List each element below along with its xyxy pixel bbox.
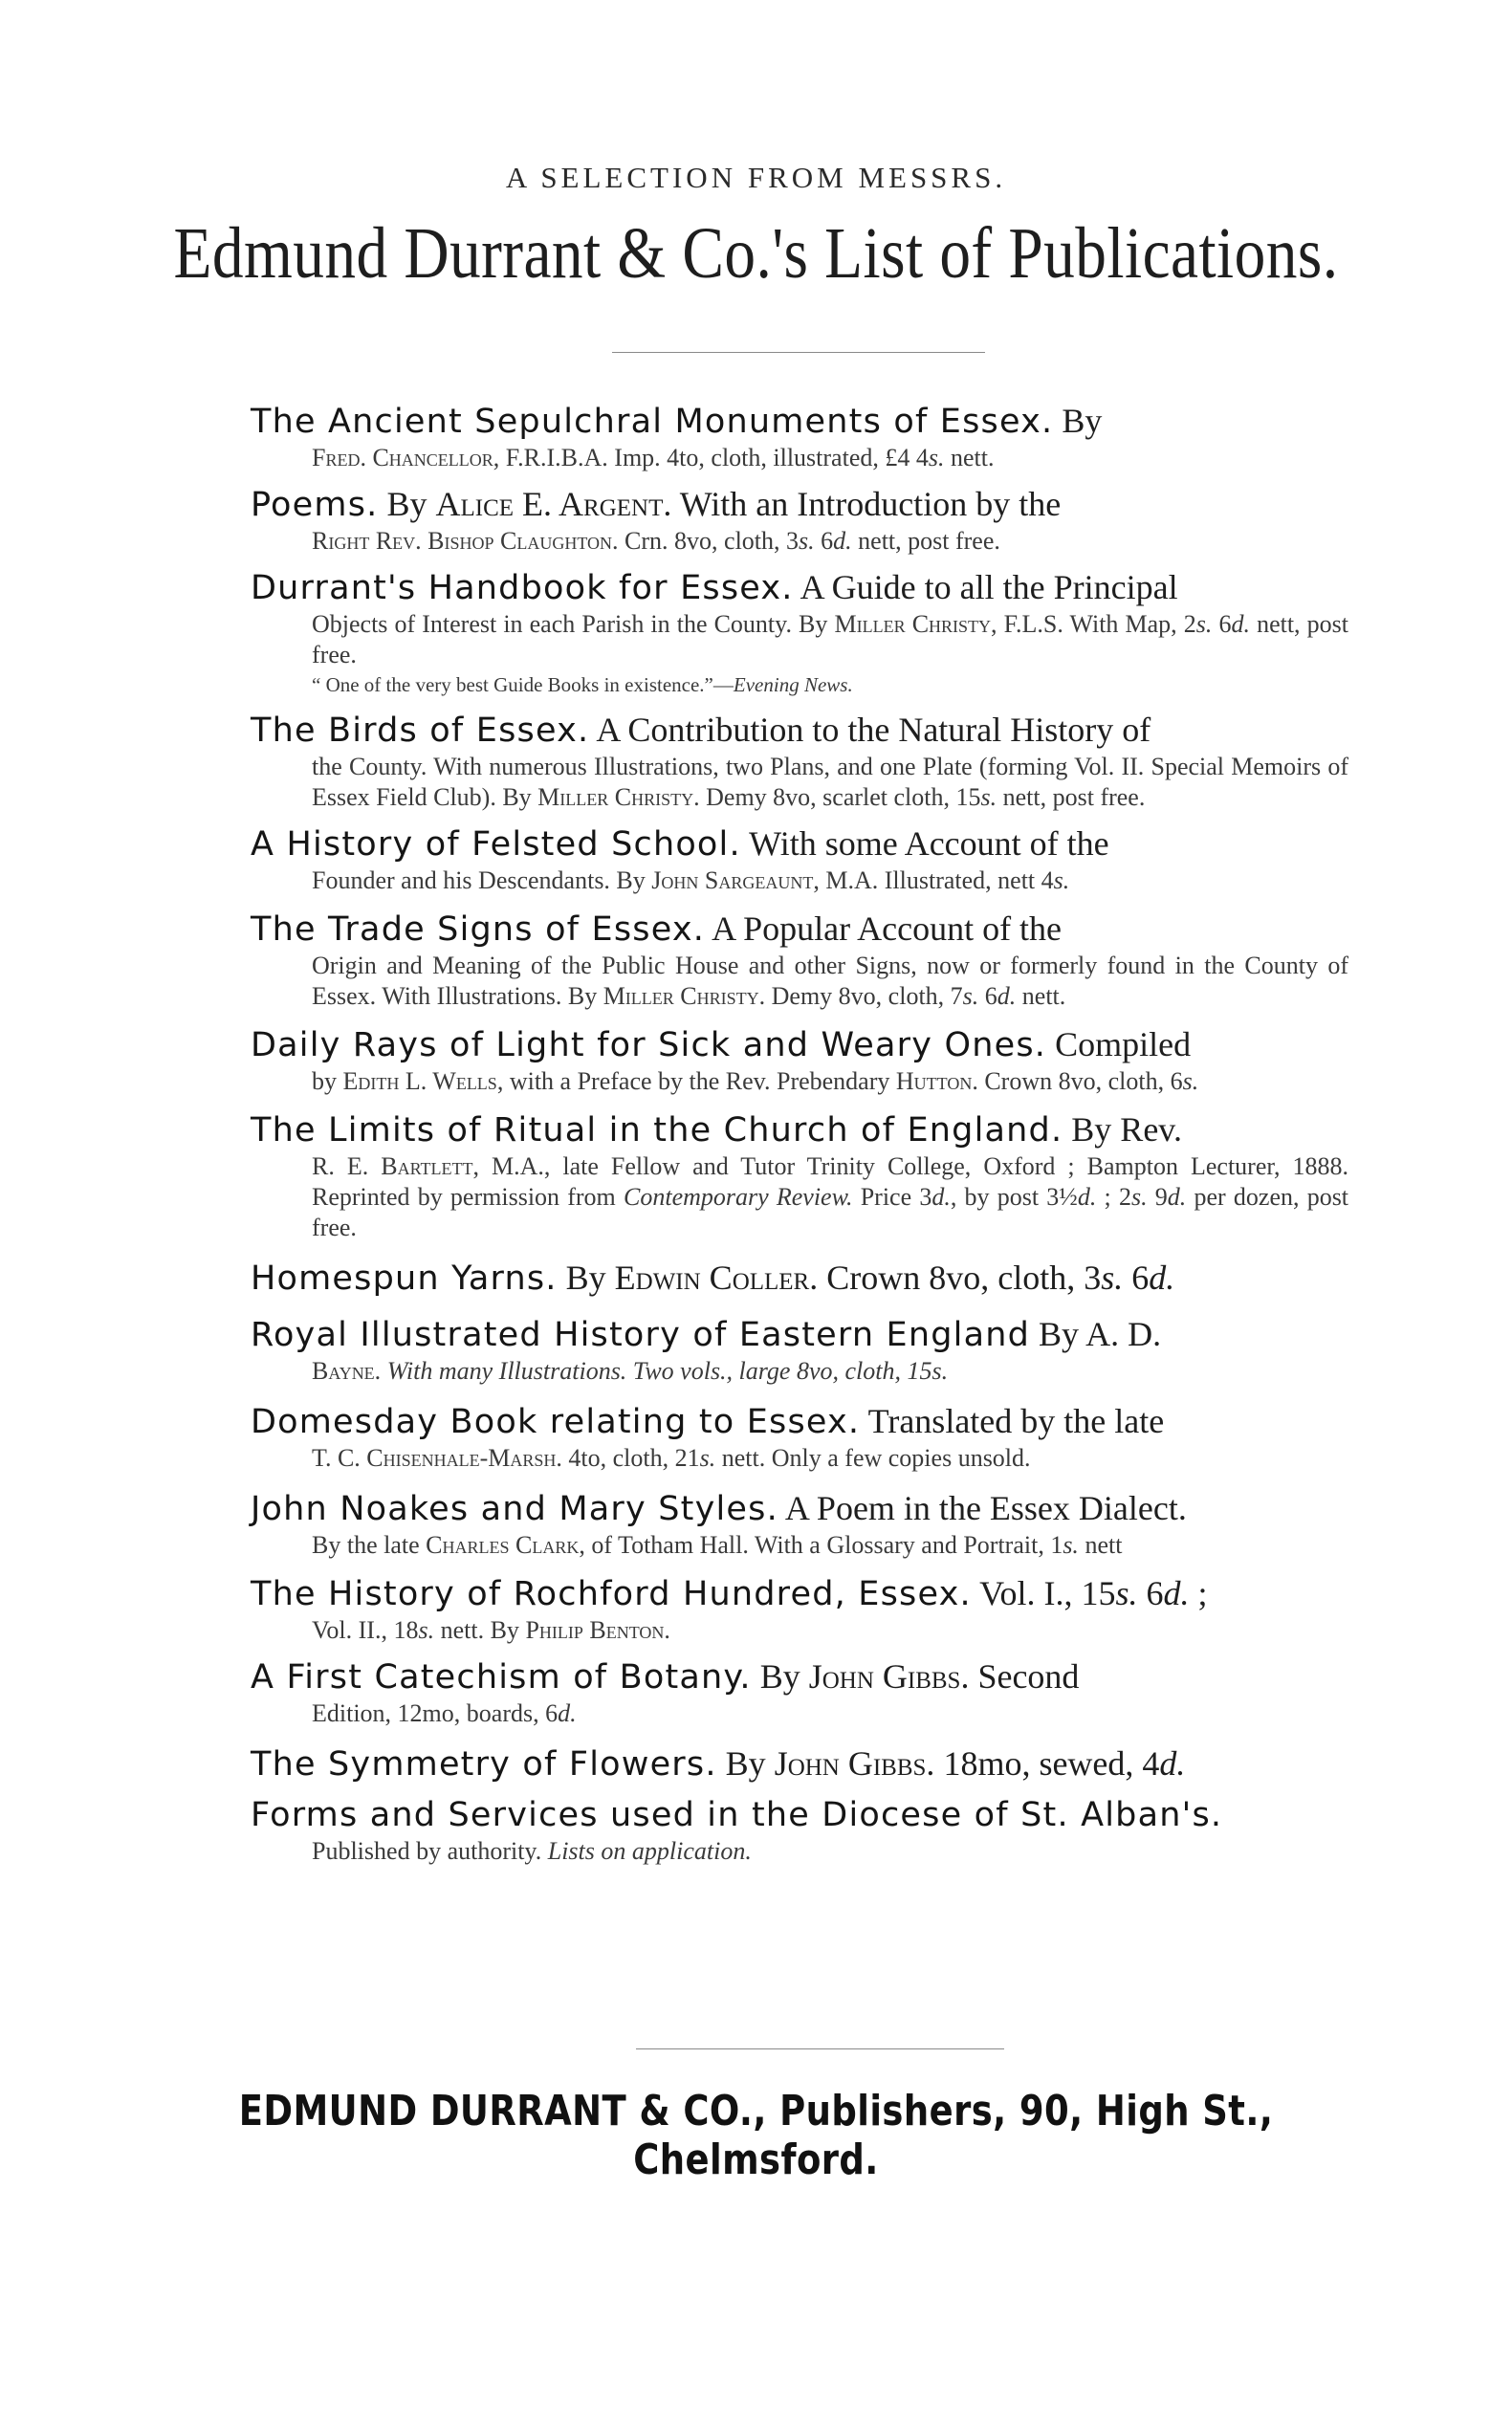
title-line-text: s. xyxy=(1115,1574,1138,1612)
entry-first-line xyxy=(251,1572,1348,1615)
publication-title: Daily Rays of Light for Sick and Weary Ones. xyxy=(251,1026,1047,1064)
details-text: 9 xyxy=(1147,1183,1168,1211)
publication-details xyxy=(251,865,1348,896)
title-line-text: By xyxy=(716,1744,775,1783)
details-text: Crn. 8vo, cloth, 3 xyxy=(618,527,800,555)
title-line-text: A Poem in the Essex Dialect. xyxy=(778,1489,1187,1527)
details-text: By the late xyxy=(312,1531,427,1559)
publication-details xyxy=(251,1443,1348,1474)
title-line-text: A Guide to all the Principal xyxy=(793,568,1178,606)
publication-entry xyxy=(251,1023,1348,1097)
details-text: Contemporary Review. xyxy=(624,1183,853,1211)
details-text: Demy 8vo, cloth, 7 xyxy=(765,982,963,1010)
publication-details xyxy=(251,752,1348,813)
details-text: nett. Only a few copies unsold. xyxy=(715,1444,1031,1472)
details-text: Published by authority. xyxy=(312,1837,548,1865)
details-text: nett. By xyxy=(434,1616,526,1644)
details-text: s. xyxy=(418,1616,435,1644)
details-text: nett, post free. xyxy=(312,610,1348,668)
title-line-text: Vol. I., 15 xyxy=(971,1574,1116,1612)
title-line-text: ; xyxy=(1189,1574,1208,1612)
details-text: 6 xyxy=(814,527,834,555)
details-text: Miller Christy. xyxy=(537,783,700,811)
review-quote xyxy=(251,670,1348,699)
details-text: Price 3 xyxy=(852,1183,932,1211)
details-text: Fred. Chancellor, F.R.I.B.A. xyxy=(312,444,608,471)
details-text: s. xyxy=(1182,1067,1199,1095)
publication-entry xyxy=(251,1655,1348,1729)
details-text: John Sargeaunt, M.A. xyxy=(651,866,879,894)
title-line-text: By xyxy=(557,1259,615,1297)
quote-text: Evening News. xyxy=(733,673,853,696)
title-line-text: d. xyxy=(1149,1259,1175,1297)
details-text: Right Rev. Bishop Claughton. xyxy=(312,527,619,555)
details-text: ; 2 xyxy=(1096,1183,1131,1211)
details-text: d. xyxy=(833,527,852,555)
publication-details xyxy=(251,1356,1348,1387)
title-line-text: Alice E. Argent. xyxy=(435,485,672,523)
publication-entry xyxy=(251,709,1348,813)
details-text: d. xyxy=(931,1183,951,1211)
title-line-text: By xyxy=(751,1657,809,1696)
details-text: s. xyxy=(699,1444,716,1472)
selection-kicker: A SELECTION FROM MESSRS. xyxy=(505,161,1007,194)
entry-first-line xyxy=(251,483,1348,526)
title-line-text: Crown 8vo, cloth, 3 xyxy=(818,1259,1102,1297)
publication-title: A History of Felsted School. xyxy=(251,825,741,864)
publication-details xyxy=(251,609,1348,670)
details-text: s. xyxy=(1195,610,1213,638)
publication-details xyxy=(251,1530,1348,1561)
publication-details xyxy=(251,526,1348,557)
details-text: With many Illustrations. Two vols., large 8vo, cloth, 15s. xyxy=(386,1357,949,1385)
entry-first-line xyxy=(251,1023,1348,1066)
details-text: With Map, 2 xyxy=(1063,610,1196,638)
quote-text: “ One of the very best Guide Books in existence.”— xyxy=(312,673,734,696)
details-text: s. xyxy=(1130,1183,1148,1211)
details-text: d. xyxy=(1167,1183,1187,1211)
details-text: d. xyxy=(558,1699,577,1727)
publication-title: The Trade Signs of Essex. xyxy=(251,910,706,949)
title-line-text: Compiled xyxy=(1046,1025,1192,1063)
title-line-text: 6 xyxy=(1137,1574,1164,1612)
publication-entry xyxy=(251,1400,1348,1474)
details-text: late Fellow and Tutor Trinity College, Oxford ; Bampton Lecturer, 1888. Reprinted by permission from xyxy=(312,1152,1349,1211)
publication-title: Domesday Book relating to Essex. xyxy=(251,1403,861,1441)
publication-entry xyxy=(251,908,1348,1012)
details-text: Origin and Meaning of the Public House and other Signs, now or formerly found in the County of Essex. With Illustrations. By xyxy=(312,952,1348,1010)
title-line-text: 18mo, sewed, 4 xyxy=(934,1744,1160,1783)
details-text: 6 xyxy=(978,982,997,1010)
title-line-text: A Contribution to the Natural History of xyxy=(589,711,1151,749)
publication-title: The Ancient Sepulchral Monuments of Essex. xyxy=(251,403,1054,441)
page-title: Edmund Durrant & Co.'s List of Publications. xyxy=(173,213,1339,294)
publication-details xyxy=(251,1066,1348,1097)
details-text: nett, post free. xyxy=(851,527,1000,555)
publication-entry xyxy=(251,1313,1348,1387)
publication-title: Poems. xyxy=(251,486,379,524)
publication-entry xyxy=(251,483,1348,557)
title-line-text: s. xyxy=(1101,1259,1124,1297)
title-line-text: With an Introduction by the xyxy=(671,485,1062,523)
details-text: Miller Christy. xyxy=(603,982,766,1010)
details-text: Imp. 4to, cloth, illustrated, £4 4 xyxy=(607,444,929,471)
publication-title: Homespun Yarns. xyxy=(251,1259,558,1298)
publication-title: John Noakes and Mary Styles. xyxy=(251,1490,778,1528)
publication-details xyxy=(251,951,1348,1012)
details-text: nett. xyxy=(944,444,995,471)
publication-entry xyxy=(251,566,1348,699)
entry-first-line xyxy=(251,908,1348,951)
publication-entry xyxy=(251,1108,1348,1243)
publication-title: Durrant's Handbook for Essex. xyxy=(251,569,794,607)
publication-entry xyxy=(251,822,1348,896)
publication-entry xyxy=(251,1572,1348,1646)
details-text: s. xyxy=(928,444,945,471)
details-text: by xyxy=(312,1067,343,1095)
details-text: Edith L. Wells, xyxy=(342,1067,504,1095)
publication-title: The Symmetry of Flowers. xyxy=(251,1745,717,1784)
entry-first-line xyxy=(251,1400,1348,1443)
details-text: s. xyxy=(980,783,997,811)
publisher-imprint: EDMUND DURRANT & CO., Publishers, 90, High St., Chelmsford. xyxy=(238,2087,1274,2184)
entry-first-line xyxy=(251,1487,1348,1530)
details-text: of Totham Hall. With a Glossary and Portrait, 1 xyxy=(584,1531,1063,1559)
details-text: Charles Clark, xyxy=(426,1531,585,1559)
details-text: Vol. II., 18 xyxy=(312,1616,419,1644)
details-text: R. E. Bartlett, M.A., xyxy=(312,1152,551,1180)
entry-first-line xyxy=(251,566,1348,609)
publication-title: The Limits of Ritual in the Church of England. xyxy=(251,1111,1063,1150)
publication-entry xyxy=(251,1487,1348,1561)
details-text: s. xyxy=(1063,1531,1079,1559)
details-text: Miller Christy, F.L.S. xyxy=(834,610,1063,638)
top-divider xyxy=(612,352,985,353)
entry-first-line xyxy=(251,1742,1348,1785)
publication-title: A First Catechism of Botany. xyxy=(251,1658,752,1697)
title-line-text: By A. D. xyxy=(1030,1315,1162,1353)
details-text: Hutton. xyxy=(895,1067,978,1095)
details-text: d. xyxy=(1231,610,1250,638)
publication-details xyxy=(251,1836,1348,1867)
details-text: with a Preface by the Rev. Prebendary xyxy=(503,1067,896,1095)
details-text: Illustrated, nett 4 xyxy=(878,866,1054,894)
publication-details xyxy=(251,1615,1348,1646)
details-text: Founder and his Descendants. By xyxy=(312,866,652,894)
title-line-text: With some Account of the xyxy=(740,824,1109,863)
publication-title: The History of Rochford Hundred, Essex. xyxy=(251,1575,972,1613)
details-text: Edition, 12mo, boards, 6 xyxy=(312,1699,559,1727)
details-text: per dozen, post free. xyxy=(312,1183,1349,1241)
title-line-text: Edwin Coller. xyxy=(614,1259,819,1297)
publication-title: Royal Illustrated History of Eastern England xyxy=(251,1316,1031,1354)
publication-entry xyxy=(251,1257,1348,1300)
details-text: Crown 8vo, cloth, 6 xyxy=(977,1067,1183,1095)
details-text: s. xyxy=(799,527,815,555)
publication-details xyxy=(251,1698,1348,1729)
title-line-text: John Gibbs. xyxy=(808,1657,970,1696)
entry-first-line xyxy=(251,1313,1348,1356)
details-text: Lists on application. xyxy=(547,1837,752,1865)
publication-details xyxy=(251,443,1348,473)
title-line-text: d. xyxy=(1163,1574,1190,1612)
entry-first-line xyxy=(251,709,1348,752)
title-line-text: John Gibbs. xyxy=(774,1744,935,1783)
publication-title: Forms and Services used in the Diocese of St. Alban's. xyxy=(251,1796,1223,1834)
entry-first-line xyxy=(251,1655,1348,1698)
bottom-divider xyxy=(636,2048,1004,2049)
details-text: d. xyxy=(997,982,1017,1010)
details-text: nett. xyxy=(1016,982,1066,1010)
details-text: Demy 8vo, scarlet cloth, 15 xyxy=(699,783,981,811)
publication-details xyxy=(251,1151,1348,1243)
details-text: Bayne. xyxy=(312,1357,382,1385)
title-line-text: Second xyxy=(969,1657,1080,1696)
details-text: d. xyxy=(1077,1183,1097,1211)
entry-first-line xyxy=(251,1793,1348,1836)
title-line-text: By Rev. xyxy=(1063,1110,1182,1149)
details-text: s. xyxy=(1053,866,1070,894)
details-text: s. xyxy=(962,982,979,1010)
entry-first-line xyxy=(251,1108,1348,1151)
details-text: nett xyxy=(1078,1531,1123,1559)
details-text: , by post 3½ xyxy=(950,1183,1078,1211)
details-text: nett, post free. xyxy=(997,783,1146,811)
details-text: 6 xyxy=(1212,610,1232,638)
details-text: Philip Benton. xyxy=(525,1616,670,1644)
publication-entry xyxy=(251,400,1348,473)
details-text: the County. With numerous Illustrations, two Plans, and one Plate (forming Vol. II. Special Memoirs of Essex Field Club). By xyxy=(312,753,1348,811)
details-text: Objects of Interest in each Parish in the County. By xyxy=(312,610,835,638)
publication-list xyxy=(251,390,1348,1867)
publication-title: The Birds of Essex. xyxy=(251,712,590,750)
title-line-text: 6 xyxy=(1123,1259,1150,1297)
entry-first-line xyxy=(251,1257,1348,1300)
publication-entry xyxy=(251,1793,1348,1867)
title-line-text: d. xyxy=(1159,1744,1186,1783)
title-line-text: Translated by the late xyxy=(860,1402,1165,1440)
title-line-text: By xyxy=(378,485,436,523)
title-line-text: By xyxy=(1053,402,1103,440)
details-text: 4to, cloth, 21 xyxy=(561,1444,700,1472)
details-text: T. C. Chisenhale-Marsh. xyxy=(312,1444,562,1472)
publication-entry xyxy=(251,1742,1348,1785)
entry-first-line xyxy=(251,822,1348,865)
title-line-text: A Popular Account of the xyxy=(705,909,1063,948)
entry-first-line xyxy=(251,400,1348,443)
